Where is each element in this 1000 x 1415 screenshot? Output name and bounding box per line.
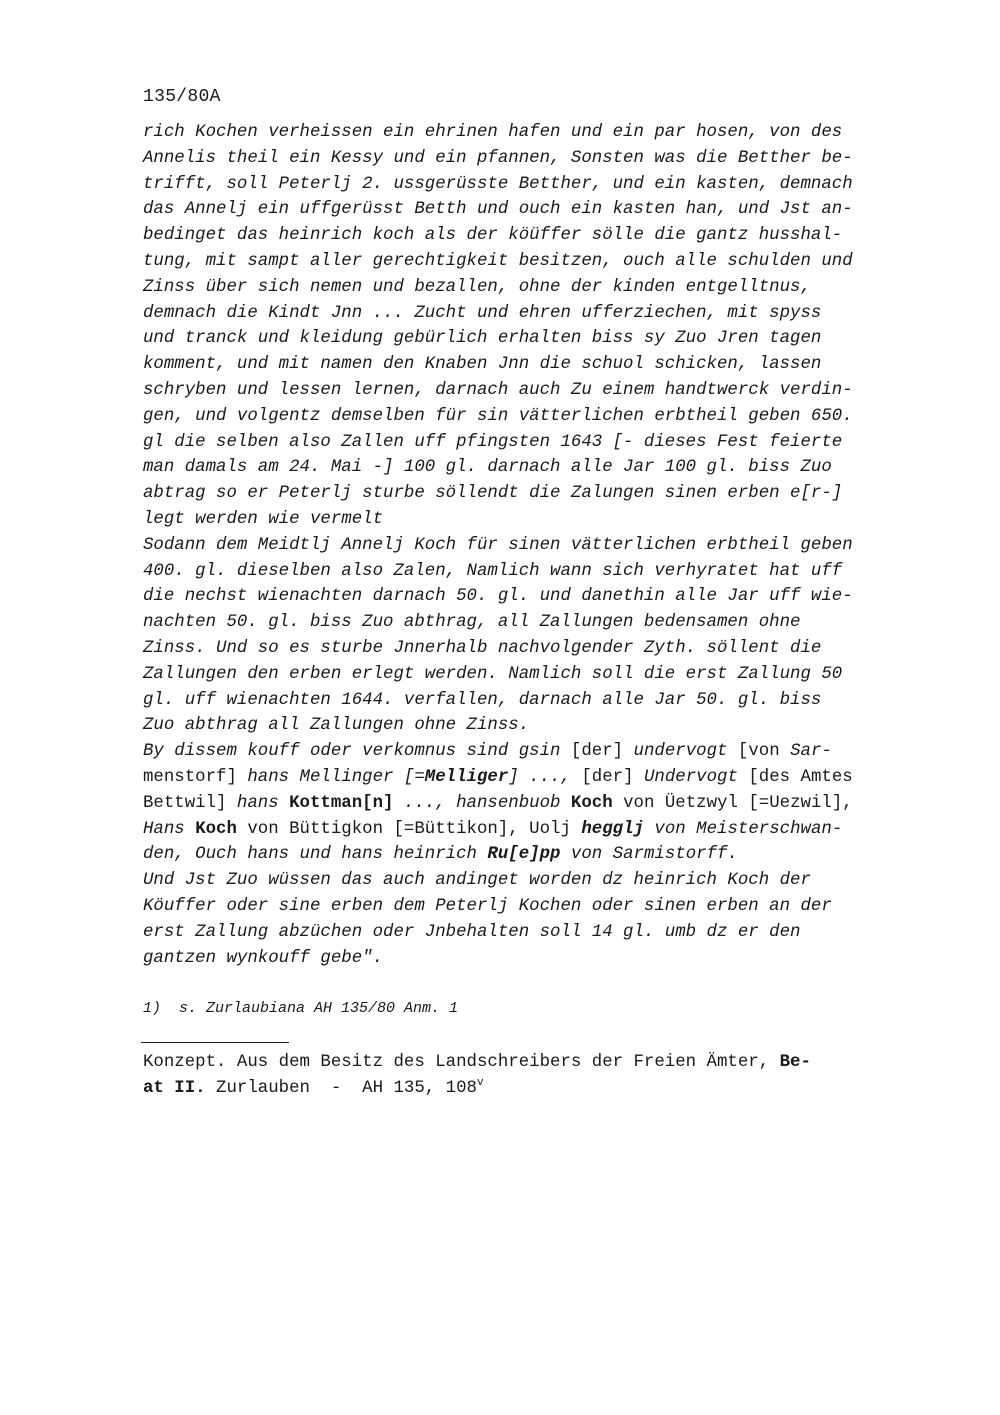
editorial-insert: [der] xyxy=(570,742,624,762)
text-line: Hans Koch von Büttigkon [=Büttikon], Uolj hegglj von Meisterschwan- xyxy=(143,819,843,839)
text-line: gl die selben also Zallen uff pfingsten 1643 [- dieses Fest feierte xyxy=(143,432,843,452)
author-name-bold: at II. xyxy=(143,1078,206,1098)
author-name-bold: Be- xyxy=(779,1053,811,1072)
text-line: bedinget das heinrich koch als der köüffer sölle die gantz husshal- xyxy=(143,226,843,246)
text-line: legt werden wie vermelt xyxy=(143,509,384,529)
text-line: Und Jst Zuo wüssen das auch andinget worden dz heinrich Koch der xyxy=(143,871,811,891)
verso-mark: v xyxy=(476,1076,484,1089)
footnote: 1) s. Zurlaubiana AH 135/80 Anm. 1 xyxy=(143,1000,459,1017)
text-line: schryben und lessen lernen, darnach auch Zu einem handtwerck verdin- xyxy=(143,380,853,400)
footnote-divider xyxy=(141,1042,289,1043)
text-line: Annelis theil ein Kessy und ein pfannen, Sonsten was die Betther be- xyxy=(143,148,853,168)
surname-bold: hegglj xyxy=(581,819,644,839)
text-line: Zinss. Und so es sturbe Jnnerhalb nachvolgender Zyth. söllent die xyxy=(143,638,822,658)
text-line: 400. gl. dieselben also Zalen, Namlich wann sich verhyratet hat uff xyxy=(143,561,843,581)
editorial-insert: [der] xyxy=(581,767,634,787)
text-line: Sodann dem Meidtlj Annelj Koch für sinen vätterlichen erbtheil geben xyxy=(143,535,853,555)
surname-bold: Koch xyxy=(570,793,613,813)
text-line: das Annelj ein uffgerüsst Betth und ouch ein kasten han, und Jst an- xyxy=(143,200,853,220)
text-line: erst Zallung abzüchen oder Jnbehalten soll 14 gl. umb dz er den xyxy=(143,922,801,942)
text-line: die nechst wienachten darnach 50. gl. und danethin alle Jar uff wie- xyxy=(143,587,853,607)
text-line: abtrag so er Peterlj sturbe söllendt die Zalungen sinen erben e[r-] xyxy=(143,484,843,504)
text-line: gantzen wynkouff gebe". xyxy=(143,948,384,968)
text-line: Zinss über sich nemen und bezallen, ohne der kinden entgelltnus, xyxy=(143,277,811,297)
surname-bold: Ru[e]pp xyxy=(487,845,561,865)
transcription-body xyxy=(143,120,913,971)
text-line: Bettwil] hans Kottman[n] ..., hansenbuob Koch von Üetzwyl [=Uezwil], xyxy=(143,793,853,813)
text-line: rich Kochen verheissen ein ehrinen hafen und ein par hosen, von des xyxy=(143,123,843,142)
text-line: gl. uff wienachten 1644. verfallen, darnach alle Jar 50. gl. biss xyxy=(143,690,822,710)
surname-bold: Koch xyxy=(195,819,237,839)
editorial-insert: [des Amtes xyxy=(748,767,853,787)
source-note xyxy=(143,1050,923,1101)
text-line: und tranck und kleidung gebürlich erhalten biss sy Zuo Jren tagen xyxy=(143,329,822,349)
source-note-line: at II. Zurlauben - AH 135, 108$^v$ xyxy=(143,1076,484,1098)
text-line: Zuo abthrag all Zallungen ohne Zinss. xyxy=(143,716,530,736)
text-line: gen, und volgentz demselben für sin vätterlichen erbtheil geben 650. xyxy=(143,406,853,426)
text-line: By dissem kouff oder verkomnus sind gsin [der] undervogt [von Sar- xyxy=(143,742,832,762)
document-id: 135/80A xyxy=(143,87,221,107)
text-line: Zallungen den erben erlegt werden. Namlich soll die erst Zallung 50 xyxy=(143,664,843,684)
editorial-insert: Bettwil] xyxy=(143,793,227,813)
text-line: demnach die Kindt Jnn ... Zucht und ehren ufferziechen, mit spyss xyxy=(143,303,822,323)
text-line: komment, und mit namen den Knaben Jnn die schuol schicken, lassen xyxy=(143,355,822,375)
source-note-line: Konzept. Aus dem Besitz des Landschreibers der Freien Ämter, Be- xyxy=(143,1053,811,1072)
surname-bold: Kottman[n] xyxy=(289,793,394,813)
editorial-insert: menstorf] xyxy=(143,767,237,787)
surname-bold: Melliger xyxy=(424,767,509,787)
editorial-insert: [von xyxy=(737,742,780,762)
text-line: trifft, soll Peterlj 2. ussgerüsste Betther, und ein kasten, demnach xyxy=(143,174,853,194)
text-line: menstorf] hans Mellinger [=Melliger] ..., [der] Undervogt [des Amtes xyxy=(143,767,853,787)
text-line: tung, mit sampt aller gerechtigkeit besitzen, ouch alle schulden und xyxy=(143,251,853,271)
text-line: man damals am 24. Mai -] 100 gl. darnach alle Jar 100 gl. biss Zuo xyxy=(143,458,832,478)
text-line: Köuffer oder sine erben dem Peterlj Kochen oder sinen erben an der xyxy=(143,896,832,916)
text-line: den, Ouch hans und hans heinrich Ru[e]pp von Sarmistorff. xyxy=(143,845,738,865)
text-line: nachten 50. gl. biss Zuo abthrag, all Zallungen bedensamen ohne xyxy=(143,613,801,633)
